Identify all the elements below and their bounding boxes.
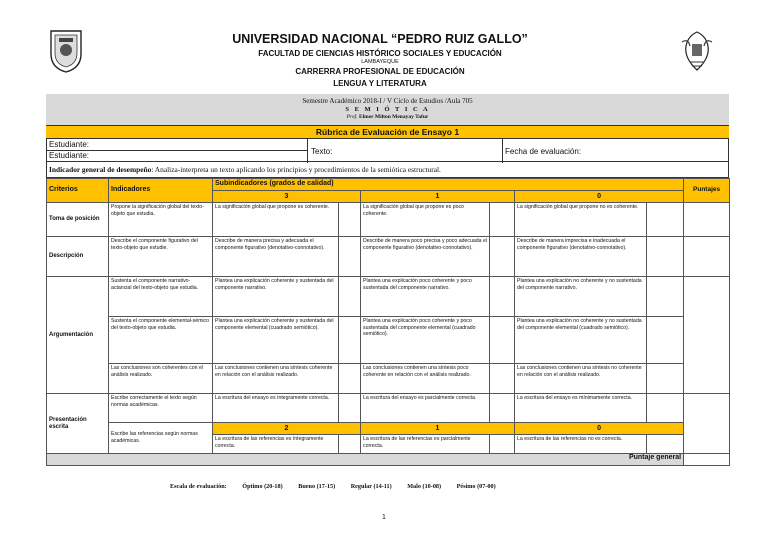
level-0-pres-1: La escritura del ensayo es mínimamente correcta. bbox=[515, 394, 647, 423]
city-name: LAMBAYEQUE bbox=[361, 59, 399, 65]
course-name: S E M I Ó T I C A bbox=[345, 106, 430, 113]
score-cell[interactable] bbox=[684, 277, 730, 394]
grade-1-header-2: 1 bbox=[361, 423, 515, 435]
level-0-pres-2: La escritura de las referencias no es correcta. bbox=[515, 435, 647, 454]
prof-name: Elmer Milton Menayay Tafur bbox=[358, 114, 429, 120]
check-cell[interactable] bbox=[490, 237, 515, 277]
check-cell[interactable] bbox=[647, 364, 684, 394]
header-criterios: Criterios bbox=[47, 179, 109, 203]
specialty-name: LENGUA Y LITERATURA bbox=[333, 79, 427, 88]
level-1-toma: La significación global que propone es poco coherente. bbox=[361, 203, 490, 237]
level-3-arg-2: Plantea una explicación coherente y sustentada del componente elemental (cuadrado semiótico). bbox=[213, 317, 339, 364]
level-3-descripcion: Describe de manera precisa y adecuada el componente figurativo (denotativo-connotativo). bbox=[213, 237, 339, 277]
scale-regular: Regular (14-11) bbox=[350, 483, 392, 490]
level-3-toma: La significación global que propone es coherente. bbox=[213, 203, 339, 237]
indicator-arg-3: Las conclusiones son coherentes con el análisis realizado. bbox=[109, 364, 213, 394]
professor-line bbox=[46, 114, 729, 120]
level-2-pres-2: La escritura de las referencias es íntegramente correcta. bbox=[213, 435, 339, 454]
indicator-pres-1: Escribe correctamente el texto según normas académicas. bbox=[109, 394, 213, 423]
level-1-arg-2: Plantea una explicación poco coherente y poco sustentada del componente elemental (cuadrado semiótico). bbox=[361, 317, 490, 364]
grade-2-header: 2 bbox=[213, 423, 361, 435]
header-subindicadores: Subindicadores (grados de calidad) bbox=[213, 179, 684, 191]
scale-bueno: Bueno (17-15) bbox=[298, 483, 336, 490]
header-indicadores: Indicadores bbox=[109, 179, 213, 203]
level-0-toma: La significación global que propone no es coherente. bbox=[515, 203, 647, 237]
general-indicator-text: : Analiza-interpreta un texto aplicando los principios y procedimientos de la semiótica estructural. bbox=[151, 165, 441, 174]
score-cell[interactable] bbox=[684, 394, 730, 454]
header-puntajes: Puntajes bbox=[684, 179, 730, 203]
check-cell[interactable] bbox=[490, 364, 515, 394]
score-cell[interactable] bbox=[684, 237, 730, 277]
criterion-toma-de-posicion: Toma de posición bbox=[47, 203, 109, 237]
indicator-toma: Propone la significación global del texto-objeto que estudia. bbox=[109, 203, 213, 237]
indicator-arg-1: Sustenta el componente narrativo-actancial del texto-objeto que estudia. bbox=[109, 277, 213, 317]
check-cell[interactable] bbox=[647, 317, 684, 364]
general-indicator bbox=[49, 165, 441, 174]
check-cell[interactable] bbox=[647, 237, 684, 277]
scale-pesimo: Pésimo (07-00) bbox=[456, 483, 496, 490]
total-score-cell[interactable] bbox=[684, 454, 730, 466]
check-cell[interactable] bbox=[490, 277, 515, 317]
grade-0-header: 0 bbox=[515, 191, 684, 203]
student-info-box bbox=[46, 138, 729, 162]
indicator-arg-2: Sustenta el componente elemental-sémico del texto-objeto que estudia. bbox=[109, 317, 213, 364]
check-cell[interactable] bbox=[339, 237, 361, 277]
level-0-arg-3: Las conclusiones contienen una síntesis no coherente en relación con el análisis realizado. bbox=[515, 364, 647, 394]
score-cell[interactable] bbox=[684, 203, 730, 237]
faculty-name: FACULTAD DE CIENCIAS HISTÓRICO SOCIALES Y EDUCACIÓN bbox=[258, 49, 502, 58]
level-1-arg-1: Plantea una explicación poco coherente y poco sustentada del componente narrativo. bbox=[361, 277, 490, 317]
level-3-arg-3: Las conclusiones contienen una síntesis coherente en relación con el análisis realizado. bbox=[213, 364, 339, 394]
scale-label: Escala de evaluación: bbox=[170, 483, 227, 490]
student-label-1: Estudiante: bbox=[49, 140, 90, 149]
rubric-table bbox=[46, 178, 730, 466]
evaluation-date-label: Fecha de evaluación: bbox=[505, 147, 582, 156]
indicator-pres-2: Escribe las referencias según normas académicas. bbox=[109, 423, 213, 454]
criterion-argumentacion: Argumentación bbox=[47, 277, 109, 394]
check-cell[interactable] bbox=[339, 203, 361, 237]
check-cell[interactable] bbox=[339, 364, 361, 394]
grade-1-header: 1 bbox=[361, 191, 515, 203]
level-0-arg-1: Plantea una explicación no coherente y no sustentada del componente narrativo. bbox=[515, 277, 647, 317]
level-1-arg-3: Las conclusiones contienen una síntesis poco coherente en relación con el análisis realizado. bbox=[361, 364, 490, 394]
check-cell[interactable] bbox=[339, 435, 361, 454]
general-indicator-row bbox=[46, 162, 729, 178]
level-0-arg-2: Plantea una explicación no coherente y no sustentada del componente elemental (cuadrado semiótico). bbox=[515, 317, 647, 364]
check-cell[interactable] bbox=[647, 203, 684, 237]
check-cell[interactable] bbox=[490, 394, 515, 423]
scale-optimo: Óptimo (20-18) bbox=[242, 483, 283, 490]
prof-label: Prof. bbox=[346, 114, 358, 120]
course-info-band bbox=[46, 94, 729, 125]
grade-0-header-2: 0 bbox=[515, 423, 684, 435]
faculty-emblem-icon bbox=[678, 28, 716, 74]
student-label-2: Estudiante: bbox=[49, 151, 90, 160]
general-indicator-label: Indicador general de desempeño bbox=[49, 165, 152, 174]
page-number: 1 bbox=[382, 514, 386, 521]
text-label: Texto: bbox=[311, 147, 333, 156]
check-cell[interactable] bbox=[647, 277, 684, 317]
check-cell[interactable] bbox=[647, 435, 684, 454]
check-cell[interactable] bbox=[339, 317, 361, 364]
level-1-pres-1: La escritura del ensayo es parcialmente correcta. bbox=[361, 394, 490, 423]
criterion-presentacion: Presentación escrita bbox=[47, 394, 109, 454]
grade-3-header: 3 bbox=[213, 191, 361, 203]
career-name: CARRERRA PROFESIONAL DE EDUCACIÓN bbox=[295, 67, 465, 76]
check-cell[interactable] bbox=[339, 394, 361, 423]
level-1-descripcion: Describe de manera poco precisa y poco adecuada el componente figurativo (denotativo-connotativo). bbox=[361, 237, 490, 277]
criterion-descripcion: Descripción bbox=[47, 237, 109, 277]
university-name: UNIVERSIDAD NACIONAL “PEDRO RUIZ GALLO” bbox=[232, 32, 528, 46]
rubric-title: Rúbrica de Evaluación de Ensayo 1 bbox=[46, 125, 729, 138]
check-cell[interactable] bbox=[490, 435, 515, 454]
check-cell[interactable] bbox=[339, 277, 361, 317]
semester-line: Semestre Académico 2018-I / V Ciclo de Estudios /Aula 705 bbox=[302, 97, 473, 105]
level-3-pres-1: La escritura del ensayo es íntegramente correcta. bbox=[213, 394, 339, 423]
check-cell[interactable] bbox=[490, 317, 515, 364]
evaluation-scale bbox=[170, 483, 510, 490]
level-1-pres-2: La escritura de las referencias es parcialmente correcta. bbox=[361, 435, 490, 454]
check-cell[interactable] bbox=[647, 394, 684, 423]
university-seal-icon bbox=[47, 28, 85, 74]
check-cell[interactable] bbox=[490, 203, 515, 237]
total-score-label: Puntaje general bbox=[47, 454, 684, 466]
scale-malo: Malo (10-08) bbox=[407, 483, 442, 490]
level-3-arg-1: Plantea una explicación coherente y sustentada del componente narrativo. bbox=[213, 277, 339, 317]
indicator-descripcion: Describe el componente figurativo del texto-objeto que estudie. bbox=[109, 237, 213, 277]
level-0-descripcion: Describe de manera imprecisa e inadecuada el componente figurativo (denotativo-connotativo). bbox=[515, 237, 647, 277]
